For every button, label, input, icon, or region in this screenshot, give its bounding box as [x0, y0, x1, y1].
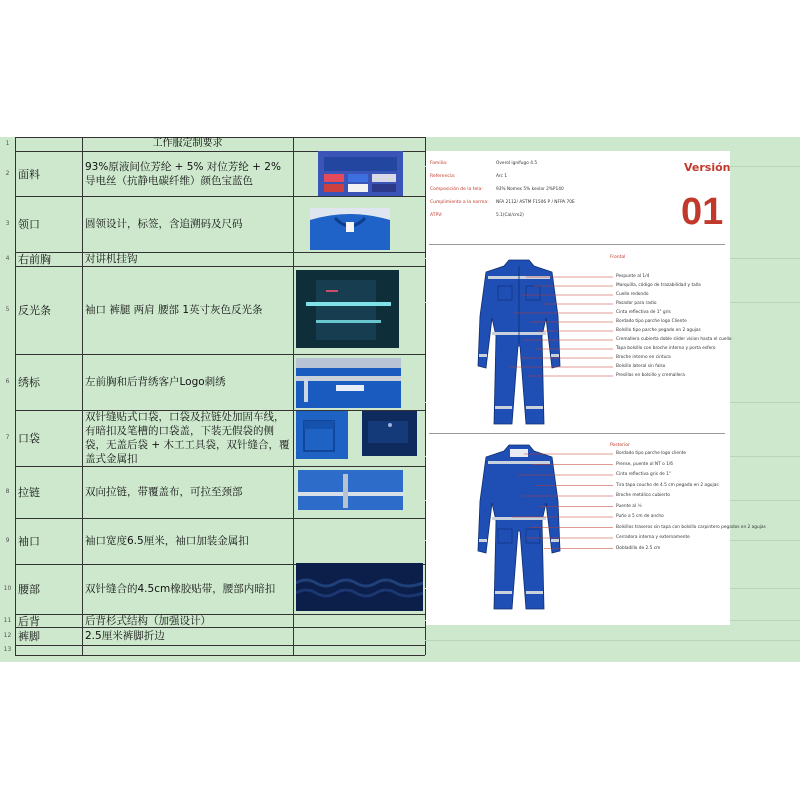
row-label: 领口	[18, 218, 40, 231]
row-description: 对讲机挂钩	[85, 253, 138, 265]
spec-field-value: Overol ignífugo 4.5	[496, 161, 538, 166]
callout-text: Bolsillo tipo parche pegado en 2 agujas	[616, 328, 701, 333]
waistband-icon	[296, 563, 423, 611]
callout-text: Marquilla, código de trazabilidad y talla	[616, 283, 701, 288]
waist-photo	[296, 563, 423, 611]
row-description: 双针缝合的4.5cm橡胶贴带，腰部内暗扣	[85, 583, 276, 595]
pocket-photo-2	[362, 411, 417, 456]
row-number: 10	[3, 585, 12, 592]
row-description: 圆领设计，标签，含追溯码及尺码	[85, 218, 243, 230]
callout-text: Presillas en bolsillo y cremallera	[616, 373, 685, 378]
grid-line	[15, 645, 425, 646]
row-label: 拉链	[18, 486, 40, 499]
row-description: 左前胸和后背绣客户Logo刺绣	[85, 376, 226, 388]
row-label: 面料	[18, 167, 40, 181]
zipper-icon	[298, 470, 403, 510]
row-description: 93%原液间位芳纶 + 5% 对位芳纶 + 2%导电丝（抗静电碳纤维）颜色宝蓝色	[85, 160, 281, 187]
reflective-strip-icon	[296, 270, 399, 348]
callout-text: Bordado tipo parche logo cliente	[616, 451, 687, 456]
row-description: 袖口 裤腿 两肩 腰部 1英寸灰色反光条	[85, 304, 263, 316]
callout-text: Bolsillos traseros sin tapa con bolsillo carpintero pegados en 2 agujas	[616, 524, 766, 530]
spec-field-value: 93% Nomex 5% kevlar 2%P140	[496, 187, 564, 192]
row-number: 1	[5, 140, 10, 147]
row-description: 双向拉链，带覆盖布，可拉至颈部	[85, 486, 243, 498]
embroidery-icon	[296, 358, 401, 408]
spec-field-key: Composición de la tela:	[430, 187, 483, 192]
spec-field-value: Arc 1	[496, 174, 508, 179]
row-description: 2.5厘米裤脚折边	[85, 630, 165, 642]
callout-text: Cremallera cubierta doble slider vision hasta el cuello	[616, 337, 732, 342]
row-label: 右前胸	[18, 253, 51, 266]
row-number: 7	[5, 434, 10, 441]
fabric-swatch-icon	[318, 151, 403, 196]
callout-text: Pasador para radio	[616, 301, 657, 306]
collar-photo	[310, 208, 390, 250]
row-number: 5	[5, 306, 10, 313]
callout-text: Bolsillo lateral sin falso	[616, 364, 666, 369]
row-label: 后背	[18, 614, 40, 628]
spec-field-key: Referencia:	[430, 174, 456, 179]
side-pocket-icon	[362, 411, 417, 456]
spec-field-key: Familia:	[430, 161, 448, 166]
spec-field-value: NFA 2112/ ASTM F1506 P / NFPA 70E	[496, 200, 575, 205]
callout-text: Cinta reflectiva gris de 1"	[616, 472, 671, 477]
row-label: 腰部	[18, 583, 40, 596]
callout-text: Puente al ¼	[616, 503, 642, 509]
pocket-icon	[296, 411, 348, 459]
row-label: 裤脚	[18, 630, 40, 643]
callout-text: Puño a 5 cm de ancho	[616, 514, 664, 519]
row-number: 12	[3, 632, 12, 639]
table-title: 工作服定制要求	[152, 138, 223, 149]
zipper-photo	[298, 470, 403, 510]
collar-icon	[310, 208, 390, 250]
row-label: 反光条	[18, 304, 51, 317]
version-label: Versión	[684, 161, 731, 174]
row-number: 2	[5, 169, 10, 177]
reflective-strip-photo	[296, 270, 399, 348]
callout-lines	[426, 151, 730, 625]
row-number: 6	[5, 378, 10, 385]
version-number: 01	[681, 191, 724, 233]
callout-text: Bordado tipo parche logo Cliente	[616, 319, 687, 324]
spec-field-value: 5.1(Cal/cm2)	[496, 213, 524, 218]
spec-sheet	[426, 151, 766, 625]
row-label: 袖口	[18, 535, 40, 548]
row-number: 13	[3, 646, 12, 653]
callout-text: Tapa bolsillo con broche interno y porta esfero	[616, 346, 716, 351]
row-label: 绣标	[18, 376, 40, 389]
row-description: 后背杉式结构（加强设计）	[85, 614, 211, 627]
callout-text: Broche interno en cintura	[616, 355, 671, 360]
back-title: Posterior	[610, 443, 630, 448]
fabric-swatch-photo	[318, 151, 403, 196]
front-title: Frontal	[610, 255, 626, 260]
spec-field-key: ATPV:	[430, 213, 443, 218]
callout-text: Cinta reflectiva de 1" gris	[616, 310, 671, 315]
grid-line	[293, 137, 294, 655]
callout-text: Pespunte al 1/4	[616, 274, 650, 279]
row-description: 双针缝贴式口袋，口袋及拉链处加固车线，有暗扣及笔槽的口袋盖，下装无假袋的侧袋，无盖后袋 + 木工工具袋，双针缝合，覆盖式金属扣	[85, 411, 290, 465]
row-number: 9	[5, 537, 10, 544]
row-description: 袖口宽度6.5厘米，袖口加装金属扣	[85, 535, 249, 547]
callout-text: Broche metálico cubierto	[616, 493, 670, 498]
callout-text: Dobladillo de 2.5 cm	[616, 545, 661, 551]
pocket-photo-1	[296, 411, 348, 459]
embroidery-photo	[296, 358, 401, 408]
spec-field-key: Cumplimiento a la norma:	[430, 200, 489, 205]
callout-text: Cuello redondo	[616, 292, 649, 297]
row-number: 11	[3, 616, 12, 624]
grid-line	[15, 655, 425, 656]
callout-text: Tira tapa coucho de 4.5 cm pegada en 2 agujas	[616, 482, 719, 488]
row-number: 4	[5, 255, 10, 262]
grid-line	[425, 640, 800, 641]
row-label: 口袋	[18, 432, 40, 445]
callout-text: Cerradora interna y externamente	[616, 535, 690, 540]
callout-text: Prense, puente al NT o 1/6	[616, 461, 673, 467]
row-number: 8	[5, 488, 10, 495]
row-number: 3	[5, 220, 10, 227]
